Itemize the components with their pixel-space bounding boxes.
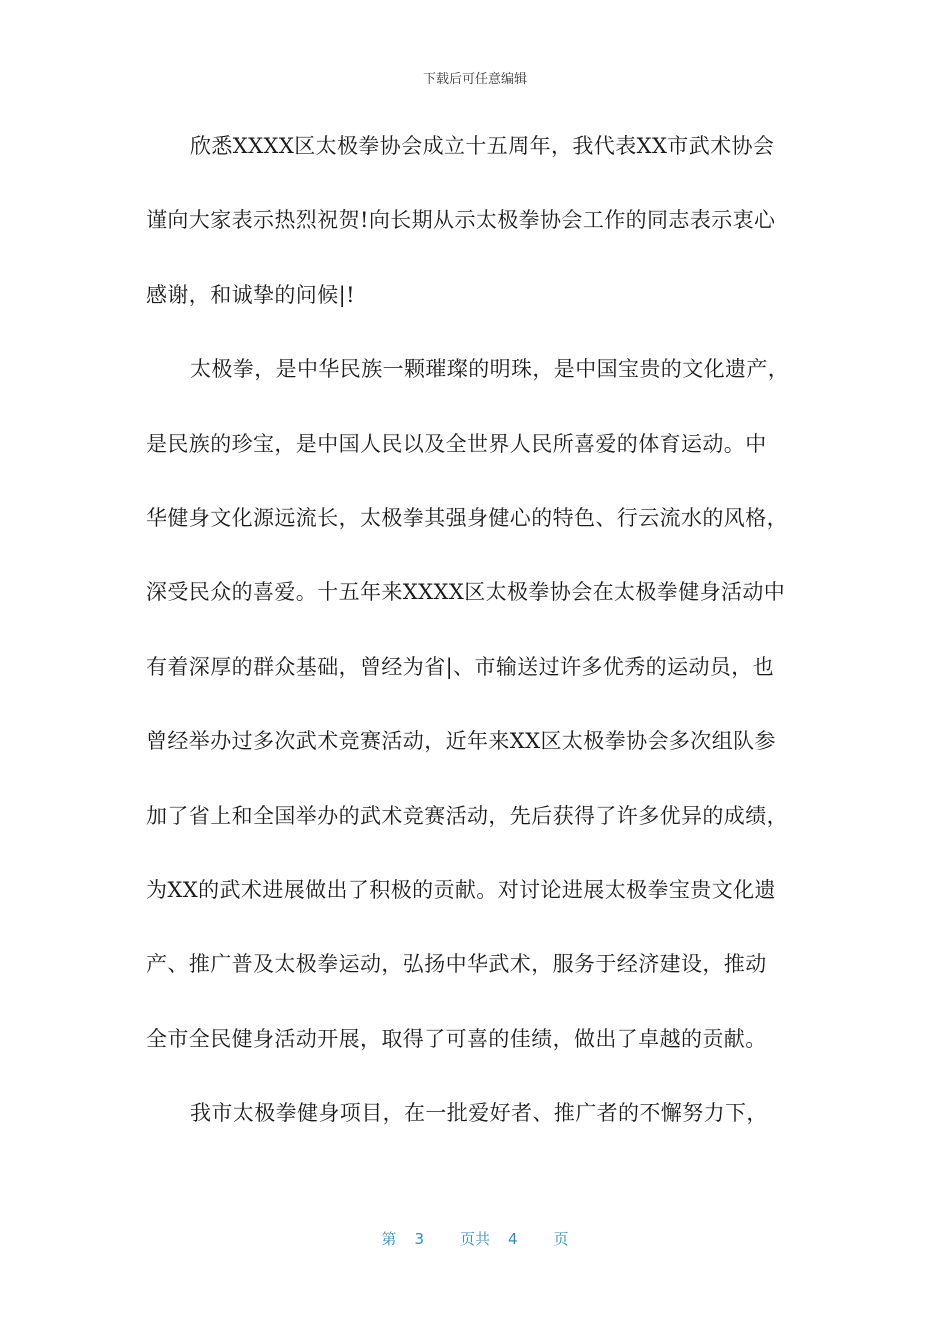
footer-total-pages: 4 [508, 1230, 518, 1248]
paragraph-1-line-1: 欣悉XXXX区太极拳协会成立十五周年，我代表XX市武术协会 [190, 134, 775, 158]
paragraph-1-line-2: 谨向大家表示热烈祝贺!向长期从示太极拳协会工作的同志表示衷心 [146, 208, 776, 233]
paragraph-2-line-1: 太极拳，是中华民族一颗璀璨的明珠，是中国宝贵的文化遗产， [190, 357, 790, 382]
header-note: 下载后可任意编辑 [422, 72, 527, 87]
footer-current-page: 3 [414, 1230, 424, 1248]
paragraph-1-line-3: 感谢，和诚挚的问候|! [146, 282, 355, 307]
paragraph-2-line-7: 加了省上和全国举办的武术竞赛活动，先后获得了许多优异的成绩， [146, 803, 788, 828]
paragraph-2-line-5: 有着深厚的群众基础，曾经为省|、市输送过许多优秀的运动员，也 [146, 654, 775, 679]
paragraph-2-line-3: 华健身文化源远流长，太极拳其强身健心的特色、行云流水的风格， [146, 505, 788, 530]
footer-page-suffix: 页 [553, 1230, 569, 1248]
paragraph-2-line-10: 全市全民健身活动开展，取得了可喜的佳绩，做出了卓越的贡献。 [146, 1026, 767, 1051]
paragraph-2-line-9: 产、推广普及太极拳运动，弘扬中华武术，服务于经济建设，推动 [146, 952, 767, 977]
paragraph-2-line-6: 曾经举办过多次武术竞赛活动，近年来XX区太极拳协会多次组队参 [146, 729, 776, 754]
paragraph-2-line-4: 深受民众的喜爱。十五年来XXXX区太极拳协会在太极拳健身活动中 [146, 580, 786, 605]
paragraph-2-line-2: 是民族的珍宝，是中国人民以及全世界人民所喜爱的体育运动。中 [146, 431, 767, 456]
paragraph-3-line-1: 我市太极拳健身项目，在一批爱好者、推广者的不懈努力下， [190, 1101, 768, 1126]
document-body [146, 126, 806, 1167]
footer-page-middle: 页共 [459, 1230, 490, 1248]
page-footer [0, 1228, 950, 1249]
paragraph-2-line-8: 为XX的武术进展做出了积极的贡献。对讨论进展太极拳宝贵文化遗 [146, 877, 776, 902]
footer-page-prefix: 第 [381, 1230, 397, 1248]
